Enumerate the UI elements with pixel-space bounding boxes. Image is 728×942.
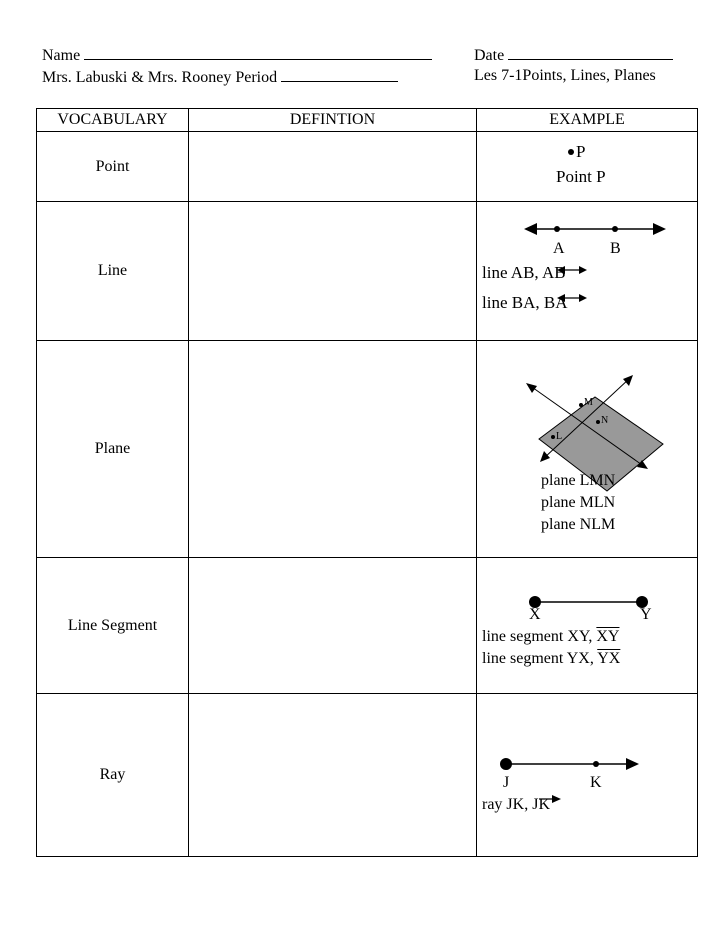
line-label-b: B [610,240,621,257]
point-caption: Point P [556,167,606,186]
ray-label-k: K [590,774,602,791]
name-field [42,45,432,65]
term-point: Point [37,132,189,202]
plane-name-lmn: plane LMN [541,472,616,489]
plane-name-mln: plane MLN [541,494,616,511]
date-field [474,45,673,65]
column-header-vocabulary: VOCABULARY [37,109,189,132]
definition-cell-line [189,202,477,341]
ray-diagram [477,694,698,857]
example-cell-line [477,202,698,341]
name-blank [84,45,432,60]
plane-label-l: L [556,431,563,442]
segment-name-yx: line segment YX, $\overline{YX}$ [482,650,621,667]
teachers-label: Mrs. Labuski & Mrs. Rooney Period [42,69,278,86]
term-line: Line [37,202,189,341]
column-header-definition: DEFINTION [189,109,477,132]
vocabulary-table [36,108,698,857]
line-name-ab: line AB, AB [482,263,566,282]
name-label: Name [42,47,81,64]
point-p-label: P [576,142,586,161]
header-row [37,109,698,132]
line-name-ba: line BA, BA [482,293,568,312]
line-segment-diagram [477,558,698,694]
segment-name-xy: line segment XY, $\overline{XY}$ [482,628,620,645]
table-row-point [37,132,698,202]
example-cell-point [477,132,698,202]
definition-cell-plane [189,341,477,558]
term-line-segment: Line Segment [37,558,189,694]
table-row-line-segment [37,558,698,694]
table-row-plane [37,341,698,558]
period-blank [281,67,398,82]
plane-name-nlm: plane NLM [541,516,616,533]
definition-cell-ray [189,694,477,857]
segment-label-x: X [529,606,541,623]
column-header-example: EXAMPLE [477,109,698,132]
ray-name-jk: ray JK, JK [482,796,550,813]
table-row-line [37,202,698,341]
lesson-title: Les 7-1Points, Lines, Planes [474,67,656,84]
segment-label-y: Y [640,606,652,623]
example-cell-line-segment [477,558,698,694]
plane-label-m: M [584,397,593,408]
term-ray: Ray [37,694,189,857]
line-label-a: A [553,240,565,257]
table-row-ray [37,694,698,857]
definition-cell-line-segment [189,558,477,694]
point-p-dot [568,149,574,155]
date-blank [508,45,673,60]
example-cell-ray [477,694,698,857]
definition-cell-point [189,132,477,202]
plane-label-n: N [601,415,609,426]
date-label: Date [474,47,505,64]
ray-label-j: J [503,774,510,791]
example-cell-plane [477,341,698,558]
term-plane: Plane [37,341,189,558]
teachers-period-field [42,67,398,87]
